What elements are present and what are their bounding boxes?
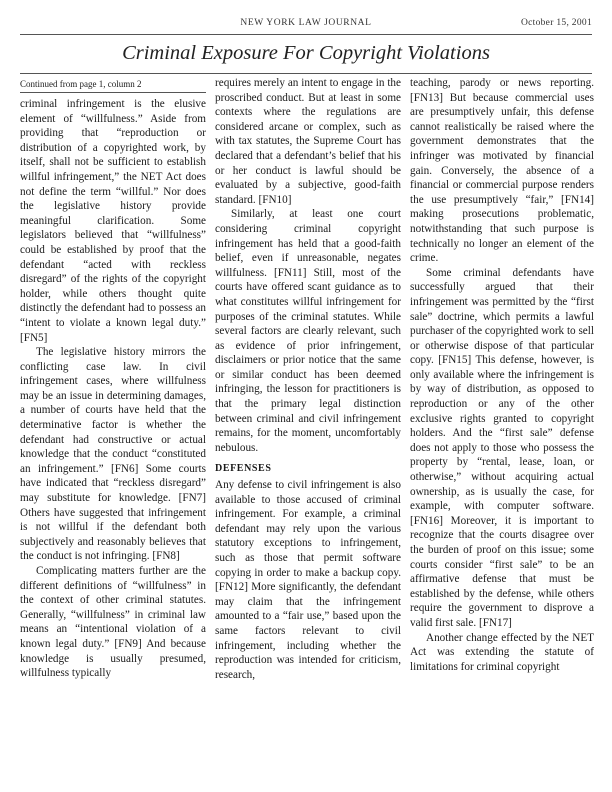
- title-rule: [20, 73, 592, 74]
- header-rule: [20, 34, 592, 35]
- continued-note: Continued from page 1, column 2: [20, 78, 206, 93]
- publication-date: October 15, 2001: [520, 18, 592, 28]
- paragraph: Any defense to civil infringement is also available to those accused of criminal infringement. For example, a criminal defendant may rely upon the various statutory exceptions to infringement, such as those that permit software copying in order to make a backup copy. [FN12] More significantly, the defendant may claim that the infringement amounted to a “fair use,” based upon the same factors relevant to civil infringement, including whether the reproduction was intended for criticism, research,: [215, 479, 401, 681]
- paragraph: Another change effected by the NET Act was extending the statute of limitations for criminal copyright: [410, 631, 594, 673]
- section-heading: DEFENSES: [215, 463, 272, 475]
- paragraph: requires merely an intent to engage in the proscribed conduct. But at least in some contexts where the regulations are considered arcane or complex, such as with tax statutes, the Supreme Court has declared that a defendant’s belief that his or her conduct is lawful should be evaluated by a subjective, good-faith standard. [FN10]: [215, 77, 401, 206]
- paragraph: teaching, parody or news reporting. [FN13] But because commercial uses are presumptively unfair, this defense cannot realistically be raised where the government demonstrates that the infringer was motivated by financial gain. Conversely, the absence of a financial or commercial purpose renders the use presumptively “fair,” [FN14] making prosecutions problematic, notwithstanding that such purpose is technically no longer an element of the crime.: [410, 77, 594, 265]
- paragraph: criminal infringement is the elusive element of “willfulness.” Aside from providing that “reproduction or distribution of a copyrighted work, by itself, shall not be sufficient to establish willful infringement,” the NET Act does not define the term “willful.” Nor does the legislative history provide meaningful clarification. Some legislators believed that “willfulness” could be established by proof that the defendant “acted with reckless disregard” of the rights of the copyright holder, while others thought quite distinctly the defendant had to possess an “intent to violate a known legal duty.” [FN5]: [20, 98, 206, 344]
- paragraph: Complicating matters further are the different definitions of “willfulness” in the context of other criminal statutes. Generally, “willfulness” in criminal law means an “intentional violation of a known legal duty.” [FN9] And because knowledge is usually presumed, willfulness typically: [20, 565, 206, 680]
- article-title: Criminal Exposure For Copyright Violations: [122, 42, 490, 64]
- paragraph: The legislative history mirrors the conflicting case law. In civil infringement cases, where willfulness may be an issue in determining damages, a number of courts have held that the determinative factor is whether the defendant had constructive or actual knowledge that the conduct “constituted an infringement.” [FN6] Some courts have indicated that “reckless disregard” may substitute for knowledge. [FN7] Others have suggested that infringement is not willful if the defendant both subjectively and reasonably believes that the conduct is not infringing. [FN8]: [20, 346, 206, 563]
- paragraph: Some criminal defendants have successfully argued that their infringement was permitted by the “first sale” doctrine, which permits a lawful purchaser of the copyrighted work to sell or otherwise dispose of that particular copy. [FN15] This defense, however, is only available where the infringement is by way of distribution, as opposed to reproduction or any of the other exclusive rights granted to copyright holders. And the “first sale” defense does not apply to those who possess the property by “rental, lease, loan, or otherwise,” without acquiring actual ownership, as is usually the case, for example, with computer software. [FN16] Moreover, it is important to recognize that the courts disagree over the burden of proof on this issue; some courts consider “first sale” to be an affirmative defense that must be established by the defense, while others require the government to disprove a valid first sale. [FN17]: [410, 266, 594, 629]
- article-column-2: [215, 76, 401, 781]
- paragraph: Similarly, at least one court considering criminal copyright infringement has held that a good-faith belief, even if unreasonable, negates willfulness. [FN11] Still, most of the courts have offered scant guidance as to what constitutes willful infringement for purposes of the criminal statutes. While several factors are clearly relevant, such as evidence of prior infringement, disclaimers or prior notice that the same or similar conduct has been deemed infringing, the lesson for practitioners is that the primary legal distinction between criminal and civil infringement remains, for the moment, uncomfortably nebulous.: [215, 208, 401, 454]
- publication-name: NEW YORK LAW JOURNAL: [240, 18, 372, 28]
- article-column-1: [20, 76, 206, 781]
- article-column-3: [410, 76, 594, 781]
